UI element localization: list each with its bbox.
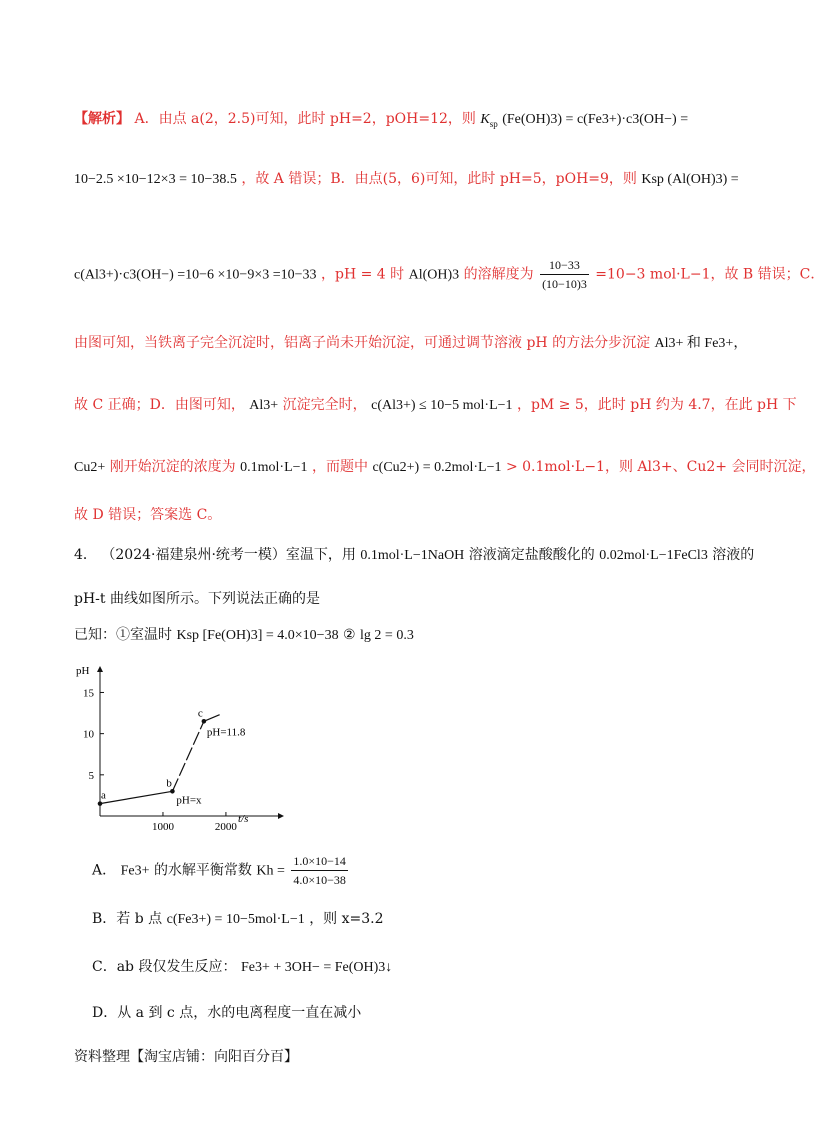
option-a-text: 的水解平衡常数 — [153, 862, 252, 879]
analysis-text-b: ，故 A 错误；B．由点(5，6)可知，此时 pH=5，pOH=9，则 — [241, 171, 637, 187]
option-a-fraction — [291, 852, 348, 889]
known-2: ② — [343, 627, 356, 643]
y-axis-label: pH — [76, 665, 90, 677]
x-tick-label: 1000 — [151, 821, 174, 833]
cu-precip-text: 刚开始沉淀的浓度为 — [109, 459, 236, 475]
question-line-2 — [74, 590, 320, 608]
option-c[interactable] — [92, 958, 392, 977]
simultaneous-text: > 0.1mol·L−1，则 Al3+、Cu2+ 会同时沉淀， — [505, 459, 816, 475]
data-point — [170, 789, 175, 794]
fecl3-solution: 0.02mol·L−1FeCl3 — [599, 548, 708, 563]
analysis-line-1 — [74, 110, 688, 129]
y-axis-arrow — [97, 666, 103, 672]
ksp-al-calc: c(Al3+)·c3(OH−) =10−6 ×10−9×3 =10−33 — [74, 267, 317, 283]
ksp-symbol: $K_{sp}$ — [480, 112, 498, 129]
option-a[interactable] — [92, 852, 350, 889]
known-text: 已知：①室温时 — [74, 627, 172, 643]
cu-conc-1: 0.1mol·L−1 — [240, 460, 308, 475]
power-expression: 10−2.5 ×10−12×3 = 10−38.5 — [74, 172, 237, 187]
solubility-text: 的溶解度为 — [463, 266, 534, 283]
annotation-ph-c: pH=11.8 — [206, 726, 246, 739]
analysis-line-7 — [74, 506, 221, 524]
analysis-text-d: 故 C 正确；D．由图可知， — [74, 397, 245, 413]
series-segment-ab — [100, 791, 172, 803]
known-lg: lg 2 = 0.3 — [360, 628, 414, 643]
point-label: c — [197, 707, 203, 720]
y-tick-label: 15 — [83, 687, 94, 700]
cu2-ion: Cu2+ — [74, 460, 106, 475]
series-segment-tail — [204, 715, 220, 722]
y-tick-label: 5 — [88, 769, 94, 782]
option-b[interactable] — [92, 910, 384, 929]
question-text-2: 溶液滴定盐酸酸化的 — [468, 547, 595, 563]
point-label: b — [166, 777, 172, 790]
y-tick-label: 10 — [83, 728, 94, 741]
option-d[interactable] — [92, 1004, 361, 1022]
aloh3-formula: Al(OH)3 — [408, 267, 460, 283]
cu-conc-expression: c(Cu2+) = 0.2mol·L−1 — [372, 460, 502, 475]
al-conc-expression: c(Al3+) ≤ 10−5 mol·L−1 — [371, 398, 513, 413]
ions-al-fe: Al3+ 和 Fe3+， — [654, 336, 748, 351]
option-a-label: A． — [92, 862, 117, 879]
question-conc-text: ，而题中 — [311, 459, 368, 475]
naoh-reagent: 0.1mol·L−1NaOH — [360, 548, 465, 563]
analysis-line-2 — [74, 170, 739, 189]
question-text-4: pH-t 曲线如图所示。下列说法正确的是 — [74, 591, 320, 607]
question-number: 4． — [74, 547, 97, 563]
option-c-expr: Fe3+ + 3OH− = Fe(OH)3↓ — [240, 960, 393, 975]
solubility-result: =10−3 mol·L−1，故 B 错误；C． — [595, 266, 824, 283]
option-b-label: B．若 b 点 — [92, 911, 163, 927]
analysis-text-c: 由图可知，当铁离子完全沉淀时，铝离子尚未开始沉淀，可通过调节溶液 pH 的方法分步沉淀 — [74, 335, 651, 351]
x-axis-label: t/s — [238, 813, 249, 825]
ksp-al-expression: Ksp (Al(OH)3) = — [641, 172, 739, 187]
ph-time-chart — [60, 660, 280, 833]
analysis-line-3 — [74, 256, 824, 293]
point-label: a — [101, 789, 106, 802]
option-a-denominator: 4.0×10−38 — [293, 873, 346, 887]
analysis-label: 【解析】 — [74, 111, 130, 127]
option-a-kh: Kh = — [256, 863, 285, 879]
option-a-ion: Fe3+ — [120, 863, 150, 879]
option-b-expr: c(Fe3+) = 10−5mol·L−1 — [166, 912, 305, 927]
question-source: （2024·福建泉州·统考一模）室温下，用 — [101, 547, 356, 563]
question-line-1 — [74, 546, 754, 565]
x-tick-label: 2000 — [214, 821, 237, 833]
option-c-label: C．ab 段仅发生反应： — [92, 959, 237, 975]
solubility-fraction — [540, 256, 589, 293]
known-line — [74, 626, 414, 645]
option-d-label: D．从 a 到 c 点，水的电离程度一直在减小 — [92, 1005, 362, 1021]
footer-text: 资料整理【淘宝店铺：向阳百分百】 — [74, 1049, 298, 1065]
ph4-text: ，pH = 4 时 — [320, 266, 405, 283]
option-b-text: ，则 x=3.2 — [309, 911, 384, 927]
x-axis-arrow — [278, 813, 284, 819]
option-a-numerator: 1.0×10−14 — [291, 852, 348, 871]
analysis-line-5 — [74, 396, 797, 415]
data-point — [98, 801, 103, 806]
series-segment-bc — [172, 721, 203, 791]
pm-text: ，pM ≥ 5，此时 pH 约为 4.7，在此 pH 下 — [516, 397, 797, 413]
annotation-ph-b: pH=x — [176, 794, 202, 807]
fraction-denominator: (10−10)3 — [542, 277, 587, 291]
data-point — [202, 719, 207, 724]
analysis-text-a: A．由点 a(2，2.5)可知，此时 pH=2，pOH=12，则 — [134, 111, 476, 127]
al3-ion: Al3+ — [249, 398, 279, 413]
known-ksp: Ksp [Fe(OH)3] = 4.0×10−38 — [176, 628, 339, 643]
question-text-3: 溶液的 — [712, 547, 755, 563]
analysis-line-4 — [74, 334, 747, 353]
answer-text: 故 D 错误；答案选 C。 — [74, 507, 222, 523]
analysis-line-6 — [74, 458, 815, 477]
complete-precip-text: 沉淀完全时， — [282, 397, 367, 413]
ksp-fe-expression: (Fe(OH)3) = c(Fe3+)·c3(OH−) = — [502, 112, 689, 127]
fraction-numerator: 10−33 — [540, 256, 589, 275]
